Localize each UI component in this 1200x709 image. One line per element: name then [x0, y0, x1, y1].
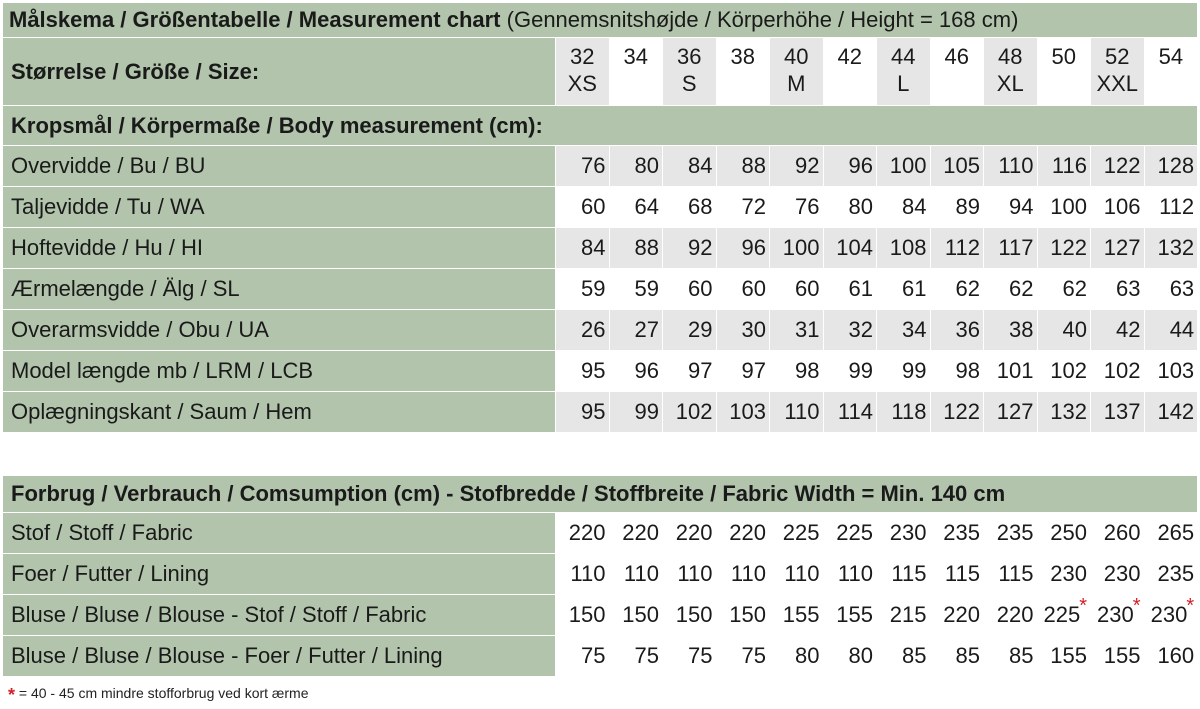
measurement-value: 64	[609, 187, 663, 228]
measurement-value: 38	[984, 310, 1038, 351]
size-header-cell	[663, 38, 717, 106]
consumption-number: 155	[836, 602, 873, 627]
measurement-value: 132	[1144, 228, 1198, 269]
consumption-value	[930, 636, 984, 677]
measurement-value: 62	[984, 269, 1038, 310]
measurement-value: 102	[1091, 351, 1145, 392]
measurement-value: 95	[556, 351, 610, 392]
table-row	[3, 146, 1198, 187]
measurement-value: 61	[877, 269, 931, 310]
consumption-number: 265	[1157, 520, 1195, 545]
consumption-number: 220	[622, 520, 659, 545]
consumption-value	[556, 554, 610, 595]
measurement-value: 137	[1091, 392, 1145, 433]
consumption-value	[663, 595, 717, 636]
measurement-value: 96	[823, 146, 877, 187]
measurement-value: 89	[930, 187, 984, 228]
consumption-number: 80	[795, 643, 820, 668]
measurement-value: 59	[556, 269, 610, 310]
measurement-value: 84	[663, 146, 717, 187]
consumption-value	[770, 554, 824, 595]
measurement-value: 29	[663, 310, 717, 351]
size-number: 38	[730, 44, 755, 69]
consumption-number: 80	[848, 643, 873, 668]
measurement-value: 122	[1037, 228, 1091, 269]
measurement-value: 105	[930, 146, 984, 187]
measurement-value: 61	[823, 269, 877, 310]
consumption-title: Forbrug / Verbrauch / Comsumption (cm) - Stofbredde / Stoffbreite / Fabric Width = Min. 140 cm	[3, 476, 1198, 513]
consumption-value	[1144, 636, 1198, 677]
consumption-value	[609, 513, 663, 554]
consumption-value	[770, 595, 824, 636]
consumption-value	[930, 554, 984, 595]
table-row	[3, 187, 1198, 228]
consumption-number: 75	[688, 643, 713, 668]
table-row	[3, 554, 1198, 595]
consumption-value	[663, 513, 717, 554]
consumption-value	[770, 636, 824, 677]
consumption-number: 155	[1050, 643, 1087, 668]
size-letter: L	[897, 71, 910, 96]
consumption-number: 225	[1043, 602, 1081, 627]
consumption-number: 110	[837, 561, 873, 586]
measurement-value: 100	[877, 146, 931, 187]
measurement-value: 80	[609, 146, 663, 187]
consumption-number: 235	[943, 520, 980, 545]
consumption-number: 110	[784, 561, 820, 586]
consumption-value	[609, 554, 663, 595]
measurement-value: 108	[877, 228, 931, 269]
measurement-value: 30	[716, 310, 770, 351]
measurement-value: 97	[663, 351, 717, 392]
consumption-number: 160	[1157, 643, 1195, 668]
consumption-number: 75	[634, 643, 659, 668]
size-number: 50	[1051, 44, 1076, 69]
measurement-value: 99	[609, 392, 663, 433]
consumption-number: 85	[902, 643, 927, 668]
consumption-value	[823, 554, 877, 595]
measurement-value: 127	[1091, 228, 1145, 269]
size-header-cell	[770, 38, 824, 106]
consumption-table	[2, 475, 1198, 677]
consumption-number: 155	[1103, 643, 1141, 668]
measurement-value: 76	[770, 187, 824, 228]
size-header-cell	[930, 38, 984, 106]
consumption-number: 235	[996, 520, 1034, 545]
measurement-value: 97	[716, 351, 770, 392]
consumption-value	[1091, 513, 1145, 554]
consumption-value	[556, 513, 610, 554]
measurement-value: 118	[877, 392, 931, 433]
measurement-value: 40	[1037, 310, 1091, 351]
consumption-number: 225	[836, 520, 873, 545]
consumption-number: 85	[1009, 643, 1034, 668]
row-label: Stof / Stoff / Fabric	[3, 513, 556, 554]
consumption-number: 110	[570, 561, 606, 586]
measurement-value: 103	[716, 392, 770, 433]
measurement-value: 122	[1091, 146, 1145, 187]
consumption-number: 150	[729, 602, 766, 627]
consumption-number: 115	[944, 561, 980, 586]
body-measurement-section-label: Kropsmål / Körpermaße / Body measurement (cm):	[3, 106, 1198, 146]
measurement-value: 100	[1037, 187, 1091, 228]
consumption-number: 115	[891, 561, 927, 586]
table-row	[3, 513, 1198, 554]
measurement-value: 102	[1037, 351, 1091, 392]
size-number: 44	[891, 44, 916, 69]
measurement-value: 60	[770, 269, 824, 310]
size-header-cell	[984, 38, 1038, 106]
size-header-cell	[556, 38, 610, 106]
measurement-value: 98	[930, 351, 984, 392]
measurement-value: 63	[1144, 269, 1198, 310]
measurement-value: 31	[770, 310, 824, 351]
measurement-value: 98	[770, 351, 824, 392]
consumption-value	[556, 595, 610, 636]
consumption-value	[716, 513, 770, 554]
consumption-value	[1144, 554, 1198, 595]
measurement-value: 142	[1144, 392, 1198, 433]
consumption-value	[823, 513, 877, 554]
footnote-star-marker: *	[8, 685, 16, 705]
consumption-value	[716, 636, 770, 677]
measurement-value: 116	[1037, 146, 1091, 187]
consumption-value	[716, 554, 770, 595]
size-number: 54	[1158, 44, 1184, 69]
consumption-value	[930, 513, 984, 554]
consumption-value	[984, 636, 1038, 677]
size-number: 34	[623, 44, 648, 69]
consumption-value	[984, 554, 1038, 595]
consumption-value	[877, 513, 931, 554]
measurement-value: 60	[716, 269, 770, 310]
table-row	[3, 310, 1198, 351]
size-header-cell	[1037, 38, 1091, 106]
measurement-value: 101	[984, 351, 1038, 392]
size-header-cell	[609, 38, 663, 106]
measurement-value: 68	[663, 187, 717, 228]
table-row	[3, 228, 1198, 269]
measurement-value: 26	[556, 310, 610, 351]
consumption-value	[984, 595, 1038, 636]
consumption-value	[984, 513, 1038, 554]
row-label: Bluse / Bluse / Blouse - Foer / Futter / Lining	[3, 636, 556, 677]
size-letter: XL	[996, 71, 1024, 96]
consumption-value	[770, 513, 824, 554]
measurement-chart-table	[2, 2, 1198, 433]
size-header-cell	[823, 38, 877, 106]
measurement-value: 88	[716, 146, 770, 187]
measurement-value: 32	[823, 310, 877, 351]
row-label: Ærmelængde / Älg / SL	[3, 269, 556, 310]
measurement-value: 104	[823, 228, 877, 269]
measurement-value: 88	[609, 228, 663, 269]
table-row	[3, 595, 1198, 636]
size-number: 48	[998, 44, 1023, 69]
measurement-value: 84	[556, 228, 610, 269]
consumption-number: 220	[729, 520, 766, 545]
consumption-number: 220	[675, 520, 713, 545]
consumption-number: 110	[623, 561, 659, 586]
table-row	[3, 636, 1198, 677]
measurement-value: 102	[663, 392, 717, 433]
measurement-value: 110	[984, 146, 1038, 187]
measurement-value: 63	[1091, 269, 1145, 310]
consumption-value	[556, 636, 610, 677]
measurement-value: 59	[609, 269, 663, 310]
consumption-value	[609, 636, 663, 677]
consumption-value	[663, 554, 717, 595]
size-number: 32	[570, 44, 595, 69]
row-label: Oplægningskant / Saum / Hem	[3, 392, 556, 433]
consumption-value	[1091, 554, 1145, 595]
consumption-value	[1037, 595, 1091, 636]
size-header-cell	[1091, 38, 1145, 106]
consumption-number: 230	[889, 520, 927, 545]
measurement-value: 99	[823, 351, 877, 392]
consumption-value	[877, 595, 931, 636]
size-row-label: Størrelse / Größe / Size:	[3, 38, 556, 106]
size-number: 52	[1105, 44, 1130, 69]
measurement-value: 60	[663, 269, 717, 310]
size-header-cell	[877, 38, 931, 106]
short-sleeve-star-marker: *	[1079, 595, 1087, 617]
consumption-number: 225	[782, 520, 820, 545]
consumption-value	[930, 595, 984, 636]
measurement-value: 95	[556, 392, 610, 433]
short-sleeve-star-marker: *	[1186, 595, 1195, 617]
measurement-value: 106	[1091, 187, 1145, 228]
consumption-value	[877, 554, 931, 595]
measurement-value: 128	[1144, 146, 1198, 187]
measurement-value: 117	[984, 228, 1038, 269]
consumption-value	[823, 636, 877, 677]
measurement-value: 100	[770, 228, 824, 269]
measurement-value: 44	[1144, 310, 1198, 351]
consumption-number: 235	[1157, 561, 1195, 586]
measurement-value: 72	[716, 187, 770, 228]
size-number: 36	[677, 44, 702, 69]
consumption-value	[823, 595, 877, 636]
measurement-value: 114	[823, 392, 877, 433]
measurement-value: 94	[984, 187, 1038, 228]
measurement-value: 103	[1144, 351, 1198, 392]
footnote-text: = 40 - 45 cm mindre stofforbrug ved kort ærme	[18, 685, 309, 701]
consumption-number: 220	[943, 602, 980, 627]
measurement-value: 92	[770, 146, 824, 187]
table-row	[3, 351, 1198, 392]
consumption-number: 230	[1050, 561, 1087, 586]
consumption-value	[877, 636, 931, 677]
row-label: Overarmsvidde / Obu / UA	[3, 310, 556, 351]
size-letter: M	[787, 71, 806, 96]
consumption-number: 230	[1103, 561, 1141, 586]
measurement-value: 62	[1037, 269, 1091, 310]
consumption-number: 230	[1150, 602, 1188, 627]
consumption-value	[716, 595, 770, 636]
measurement-value: 92	[663, 228, 717, 269]
measurement-value: 42	[1091, 310, 1145, 351]
consumption-number: 155	[782, 602, 820, 627]
row-label: Overvidde / Bu / BU	[3, 146, 556, 187]
measurement-value: 84	[877, 187, 931, 228]
measurement-value: 110	[770, 392, 824, 433]
measurement-value: 76	[556, 146, 610, 187]
consumption-number: 75	[741, 643, 766, 668]
consumption-number: 150	[568, 602, 606, 627]
table-row	[3, 269, 1198, 310]
consumption-number: 260	[1103, 520, 1141, 545]
footnote	[8, 685, 309, 706]
size-number: 42	[837, 44, 862, 69]
measurement-value: 96	[609, 351, 663, 392]
consumption-number: 220	[996, 602, 1034, 627]
consumption-value	[1144, 595, 1198, 636]
measurement-value: 99	[877, 351, 931, 392]
consumption-number: 110	[730, 561, 766, 586]
measurement-value: 112	[1144, 187, 1198, 228]
consumption-number: 215	[889, 602, 927, 627]
measurement-value: 27	[609, 310, 663, 351]
consumption-number: 150	[675, 602, 713, 627]
size-number: 46	[944, 44, 969, 69]
measurement-value: 132	[1037, 392, 1091, 433]
measurement-value: 96	[716, 228, 770, 269]
consumption-value	[1037, 636, 1091, 677]
consumption-number: 220	[568, 520, 606, 545]
table-row	[3, 392, 1198, 433]
consumption-value	[1037, 513, 1091, 554]
row-label: Foer / Futter / Lining	[3, 554, 556, 595]
measurement-value: 36	[930, 310, 984, 351]
size-header-cell	[1144, 38, 1198, 106]
measurement-value: 127	[984, 392, 1038, 433]
size-header-cell	[716, 38, 770, 106]
consumption-value	[1144, 513, 1198, 554]
measurement-value: 34	[877, 310, 931, 351]
size-letter: XXL	[1096, 71, 1139, 96]
consumption-value	[1037, 554, 1091, 595]
consumption-number: 75	[581, 643, 606, 668]
row-label: Taljevidde / Tu / WA	[3, 187, 556, 228]
consumption-number: 250	[1050, 520, 1087, 545]
consumption-number: 230	[1096, 602, 1134, 627]
consumption-number: 150	[622, 602, 659, 627]
size-number: 40	[784, 44, 809, 69]
row-label: Model længde mb / LRM / LCB	[3, 351, 556, 392]
consumption-value	[1091, 595, 1145, 636]
row-label: Hoftevidde / Hu / HI	[3, 228, 556, 269]
measurement-value: 62	[930, 269, 984, 310]
measurement-value: 60	[556, 187, 610, 228]
consumption-number: 85	[955, 643, 980, 668]
row-label: Bluse / Bluse / Blouse - Stof / Stoff / Fabric	[3, 595, 556, 636]
measurement-chart-title: Målskema / Größentabelle / Measurement chart (Gennemsnitshøjde / Körperhöhe / Height = 168 cm)	[3, 3, 1198, 38]
consumption-value	[609, 595, 663, 636]
consumption-number: 115	[998, 561, 1034, 586]
measurement-value: 112	[930, 228, 984, 269]
measurement-value: 122	[930, 392, 984, 433]
consumption-number: 110	[677, 561, 713, 586]
consumption-value	[1091, 636, 1145, 677]
size-letter: XS	[567, 71, 597, 96]
consumption-value	[663, 636, 717, 677]
measurement-value: 80	[823, 187, 877, 228]
size-letter: S	[681, 71, 697, 96]
short-sleeve-star-marker: *	[1132, 595, 1141, 617]
